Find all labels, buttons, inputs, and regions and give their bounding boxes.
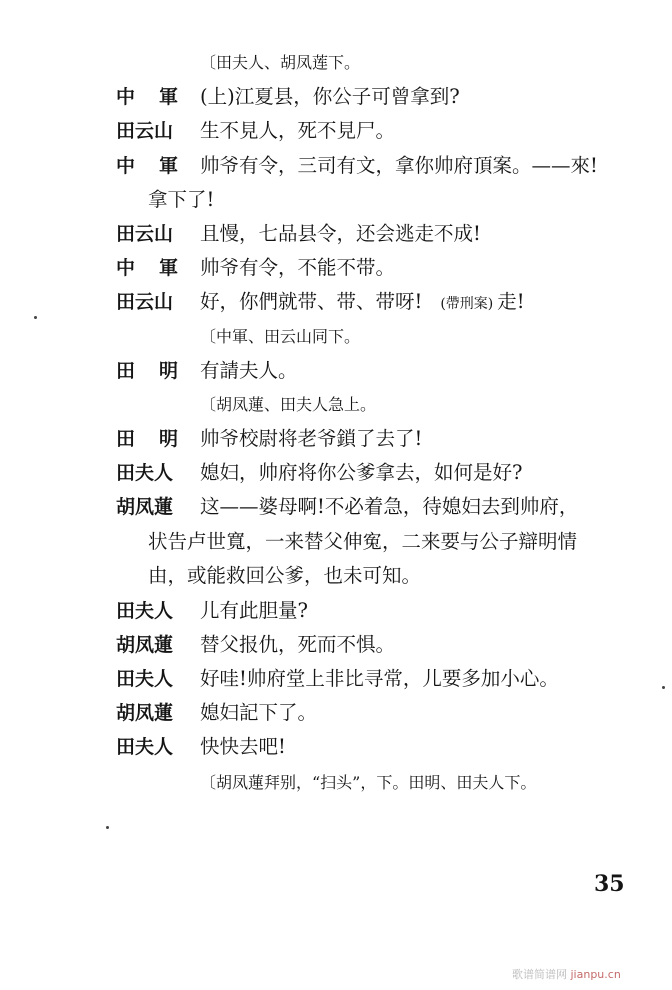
dialogue-line xyxy=(0,116,672,146)
dialogue-line xyxy=(0,630,672,660)
speaker-char: 中 xyxy=(116,257,136,279)
speaker-name xyxy=(116,492,180,522)
dialogue-text: 帅爷有令，三司有文，拿你帅府頂案。——來! xyxy=(200,154,598,177)
stage-direction xyxy=(0,390,672,420)
watermark-url: jianpu.cn xyxy=(570,968,621,981)
dialogue-text: 且慢，七品县令，还会逃走不成! xyxy=(200,222,481,245)
dialogue-line xyxy=(0,151,672,181)
speaker-char: 軍 xyxy=(158,86,178,108)
speaker-name xyxy=(116,732,180,762)
speaker-char: 田云山 xyxy=(116,223,174,245)
print-speck xyxy=(106,826,109,829)
stage-note: (帶刑案) xyxy=(440,296,494,312)
speaker-name xyxy=(116,596,180,626)
dialogue-text: 生不見人，死不見尸。 xyxy=(200,119,396,142)
dialogue-line xyxy=(0,492,672,522)
speaker-char: 明 xyxy=(158,360,178,382)
dialogue-line xyxy=(0,356,672,386)
speaker-char: 田 xyxy=(116,360,136,382)
speaker-char: 軍 xyxy=(158,257,178,279)
dialogue-text: 替父报仇，死而不惧。 xyxy=(200,633,396,656)
dialogue-text: 这——婆母啊!不必着急，待媳妇去到帅府， xyxy=(200,495,579,518)
dialogue-line xyxy=(0,732,672,762)
speaker-char: 中 xyxy=(116,155,136,177)
speaker-char: 田云山 xyxy=(116,120,174,142)
dialogue-text: 帅爷有令，不能不带。 xyxy=(200,256,396,279)
speaker-char: 田夫人 xyxy=(116,668,174,690)
speaker-char: 明 xyxy=(158,428,178,450)
speaker-name xyxy=(116,82,178,112)
dialogue-line xyxy=(0,424,672,454)
dialogue-line xyxy=(0,596,672,626)
dialogue-line xyxy=(0,458,672,488)
watermark xyxy=(512,966,621,982)
dialogue-text: 拿下了! xyxy=(148,188,215,211)
speaker-char: 田夫人 xyxy=(116,462,174,484)
speaker-name xyxy=(116,151,178,181)
dialogue-continuation xyxy=(0,527,672,557)
speaker-char: 田夫人 xyxy=(116,736,174,758)
speaker-name xyxy=(116,253,178,283)
stage-direction xyxy=(0,768,672,798)
speaker-name xyxy=(116,424,178,454)
speaker-name xyxy=(116,698,180,728)
dialogue-text: 由，或能救回公爹，也未可知。 xyxy=(148,564,422,587)
speaker-char: 田 xyxy=(116,428,136,450)
speaker-name xyxy=(116,630,180,660)
dialogue-line xyxy=(0,82,672,112)
dialogue-text: 好哇!帅府堂上非比寻常，儿要多加小心。 xyxy=(200,667,559,690)
dialogue-line xyxy=(0,698,672,728)
speaker-name xyxy=(116,458,180,488)
speaker-char: 田云山 xyxy=(116,291,174,313)
dialogue-continuation xyxy=(0,561,672,591)
dialogue-line xyxy=(0,287,672,317)
speaker-char: 軍 xyxy=(158,155,178,177)
stage-direction-text: 〔中軍、田云山同下。 xyxy=(200,327,361,346)
dialogue-continuation xyxy=(0,185,672,215)
stage-direction-text: 〔胡凤蓮、田夫人急上。 xyxy=(200,395,377,414)
dialogue-text: 快快去吧! xyxy=(200,735,286,758)
stage-direction-text: 〔胡凤蓮拜别，“扫头”，下。田明、田夫人下。 xyxy=(200,773,537,792)
dialogue-text: 帅爷校尉将老爷鎖了去了! xyxy=(200,427,423,450)
stage-direction-text: 〔田夫人、胡凤莲下。 xyxy=(200,53,361,72)
speaker-name xyxy=(116,287,180,317)
speaker-name xyxy=(116,219,180,249)
speaker-name xyxy=(116,356,178,386)
print-speck xyxy=(662,686,665,689)
dialogue-text: 状告卢世寬，一来替父伸寃，二来要与公子辯明情 xyxy=(148,530,578,553)
speaker-char: 田夫人 xyxy=(116,600,174,622)
dialogue-text xyxy=(200,287,525,319)
stage-direction xyxy=(0,48,672,78)
dialogue-line xyxy=(0,253,672,283)
speaker-name xyxy=(116,664,180,694)
dialogue-text: 有請夫人。 xyxy=(200,359,298,382)
dialogue-text: 媳妇，帅府将你公爹拿去，如何是好? xyxy=(200,461,523,484)
speaker-char: 胡凤蓮 xyxy=(116,634,174,656)
watermark-name: 歌谱简谱网 xyxy=(512,968,567,981)
speaker-char: 胡凤蓮 xyxy=(116,702,174,724)
dialogue-line xyxy=(0,219,672,249)
dialogue-text: (上)江夏县，你公子可曾拿到? xyxy=(200,85,460,108)
dialogue-text: 儿有此胆量? xyxy=(200,599,308,622)
dialogue-segment: 好，你們就带、带、带呀! xyxy=(200,290,423,313)
dialogue-line xyxy=(0,664,672,694)
page-number: 35 xyxy=(594,871,625,897)
dialogue-text: 媳妇記下了。 xyxy=(200,701,318,724)
print-speck xyxy=(34,316,37,319)
speaker-char: 中 xyxy=(116,86,136,108)
dialogue-segment: 走! xyxy=(497,290,525,313)
stage-direction xyxy=(0,322,672,352)
speaker-name xyxy=(116,116,180,146)
speaker-char: 胡凤蓮 xyxy=(116,496,174,518)
